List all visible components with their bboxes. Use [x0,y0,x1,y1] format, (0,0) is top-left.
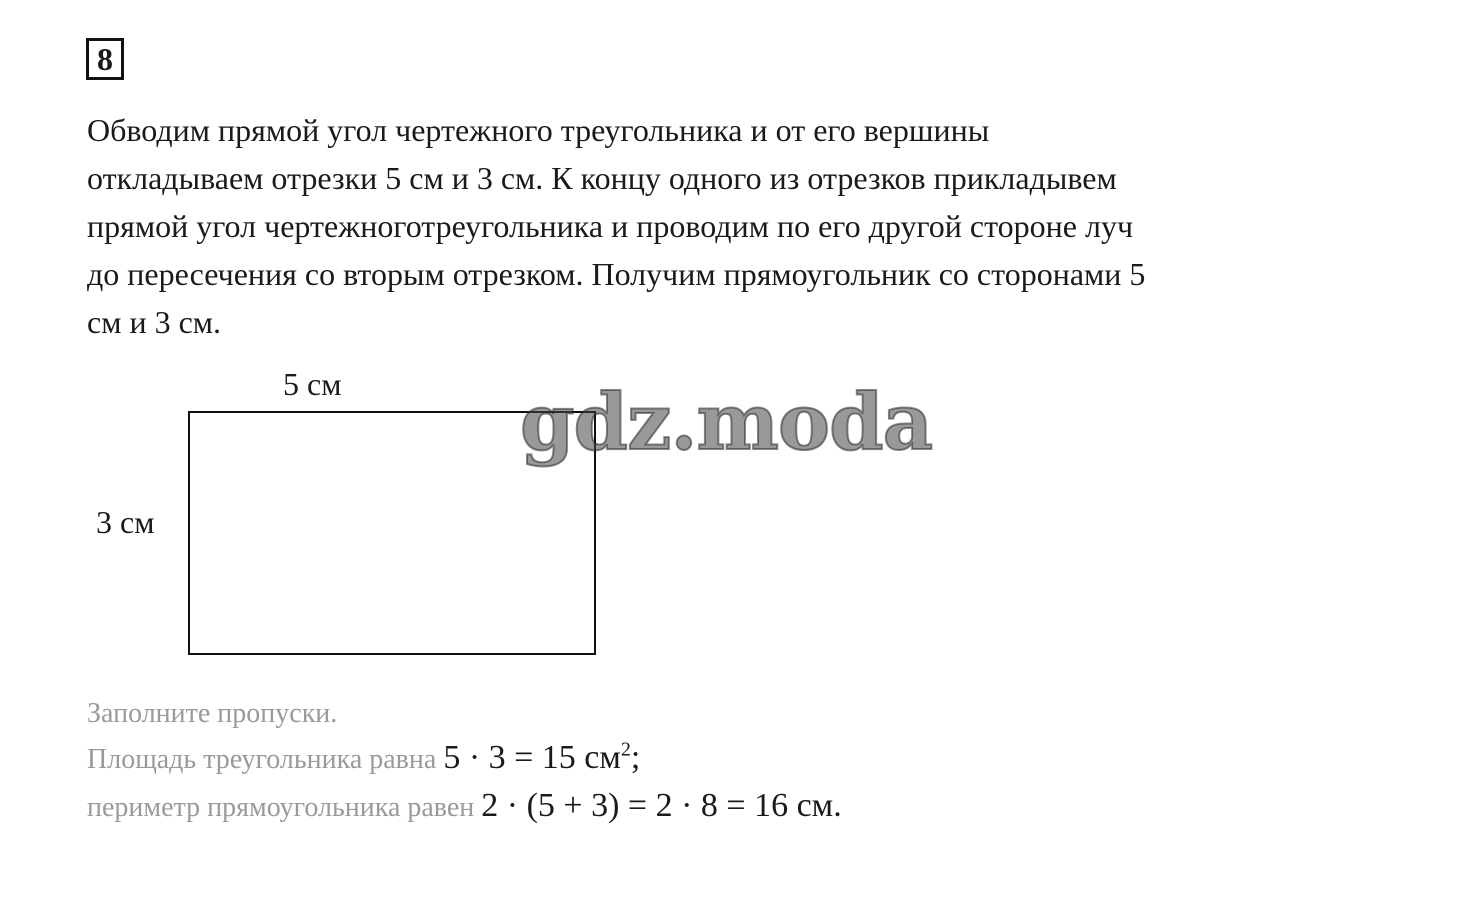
perimeter-prompt: периметр прямоугольника равен [87,792,482,823]
area-exponent: 2 [620,738,631,761]
area-line [87,738,640,780]
rectangle-width-label: 5 см [283,366,342,402]
perimeter-answer: 2 · (5 + 3) = 2 · 8 = 16 см. [481,787,842,824]
fill-heading: Заполните пропуски. [87,698,338,729]
perimeter-line [87,786,842,828]
area-answer [443,739,640,776]
area-answer-value: 5 · 3 = 15 см [443,739,621,776]
area-answer-tail: ; [630,739,641,776]
task-paragraph: Обводим прямой угол чертежного треугольника и от его вершины откладываем отрезки 5 см и 3 см. К концу одного из отрезков прикладывем прямой угол чертежноготреугольника и проводим по его другой стороне луч до пересечения со вторым отрезком. Получим прямоугольник со сторонами 5 см и 3 см. [87,112,1146,340]
rectangle-height-label: 3 см [96,504,155,540]
area-prompt: Площадь треугольника равна [87,744,444,775]
watermark-logo: gdz.moda [520,377,933,468]
task-number-box: 8 [86,38,124,80]
